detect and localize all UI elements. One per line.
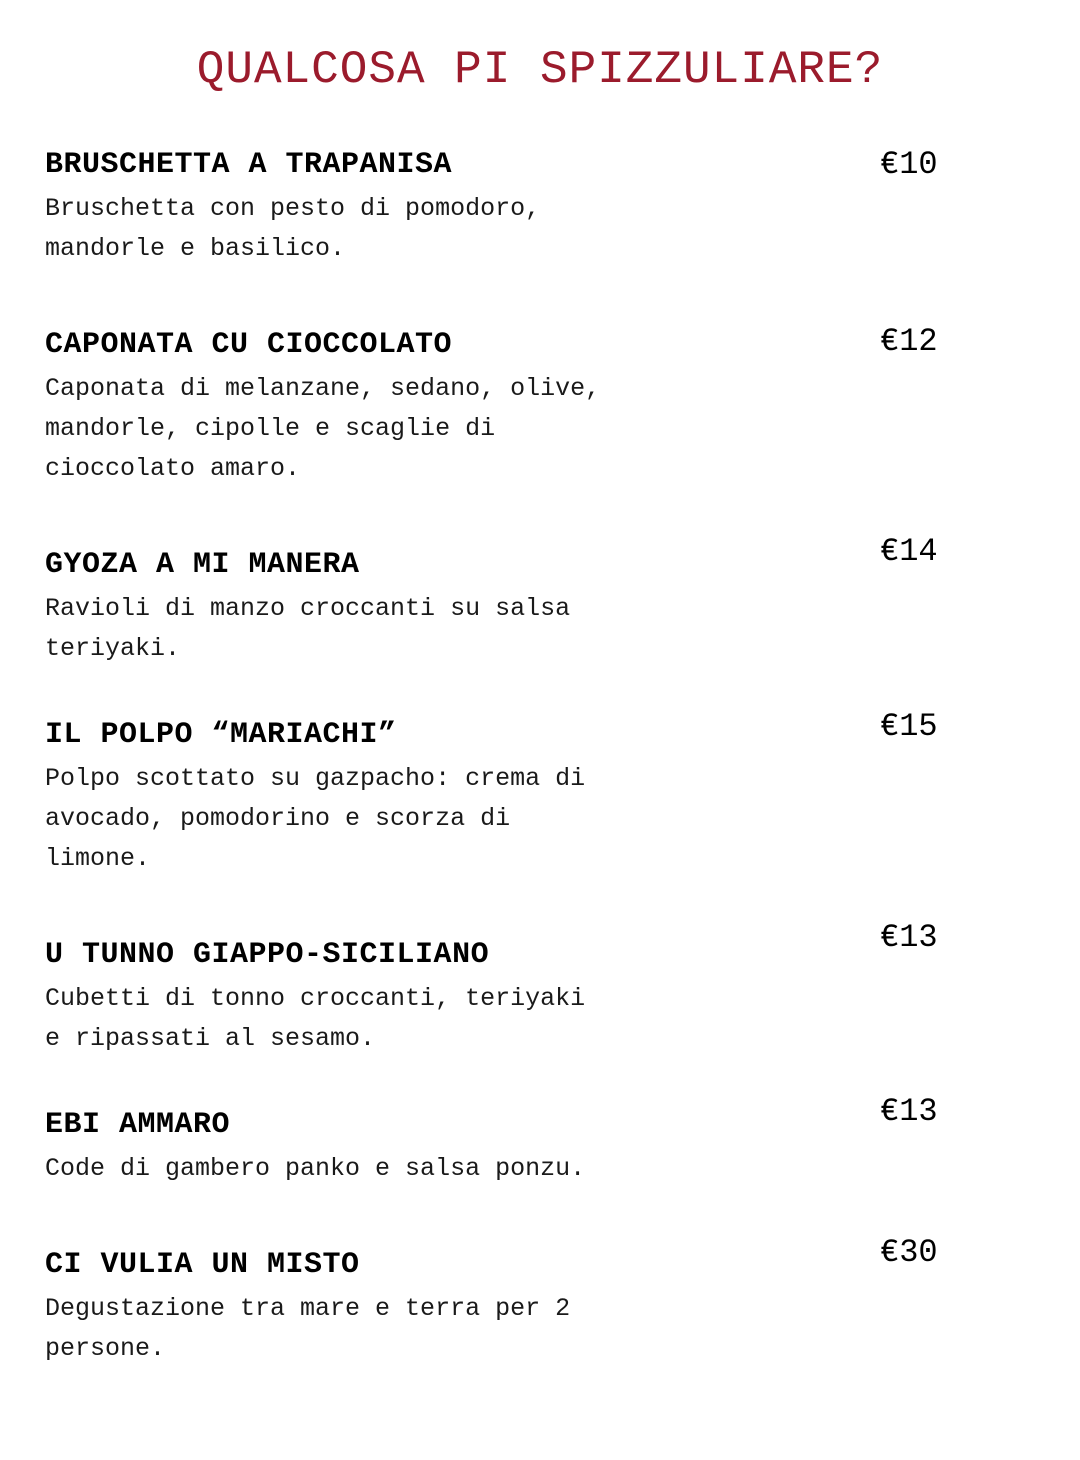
item-description-line: persone. [45,1334,166,1363]
item-name: IL POLPO “MARIACHI” [45,718,397,752]
item-price: €10 [880,146,938,183]
menu-item-polpo [45,715,1005,879]
item-description-line: Polpo scottato su gazpacho: crema di [45,764,586,793]
item-description-line: Bruschetta con pesto di pomodoro, [45,194,541,223]
item-description [45,589,705,669]
menu-item-tunno [45,935,1005,1059]
item-price: €30 [880,1234,938,1271]
item-description [45,369,705,489]
item-name: GYOZA A MI MANERA [45,548,360,582]
item-price: €15 [880,708,938,745]
item-description [45,1289,705,1369]
item-description-line: mandorle, cipolle e scaglie di [45,414,496,443]
item-name: BRUSCHETTA A TRAPANISA [45,148,453,182]
item-name: CI VULIA UN MISTO [45,1248,360,1282]
item-description-line: avocado, pomodorino e scorza di [45,804,511,833]
item-description-line: cioccolato amaro. [45,454,301,483]
menu-item-bruschetta [45,145,1005,269]
menu-item-gyoza [45,545,1005,669]
item-name: CAPONATA CU CIOCCOLATO [45,328,453,362]
item-description [45,189,705,269]
menu-item-ebi [45,1105,1005,1189]
item-description [45,979,705,1059]
item-description-line: Code di gambero panko e salsa ponzu. [45,1154,586,1183]
menu-item-caponata [45,325,1005,489]
menu-title: QUALCOSA PI SPIZZULIARE? [196,44,884,96]
item-description [45,759,705,879]
item-description-line: Cubetti di tonno croccanti, teriyaki [45,984,586,1013]
item-description [45,1149,705,1189]
item-description-line: limone. [45,844,151,873]
item-description-line: Ravioli di manzo croccanti su salsa [45,594,571,623]
item-price: €13 [880,1093,938,1130]
menu-item-misto [45,1245,1005,1369]
item-description-line: mandorle e basilico. [45,234,346,263]
item-name: U TUNNO GIAPPO-SICILIANO [45,938,490,972]
item-description-line: Degustazione tra mare e terra per 2 [45,1294,571,1323]
item-description-line: Caponata di melanzane, sedano, olive, [45,374,601,403]
item-description-line: e ripassati al sesamo. [45,1024,376,1053]
item-price: €14 [880,533,938,570]
item-description-line: teriyaki. [45,634,181,663]
item-name: EBI AMMARO [45,1108,231,1142]
item-price: €13 [880,919,938,956]
item-price: €12 [880,323,938,360]
